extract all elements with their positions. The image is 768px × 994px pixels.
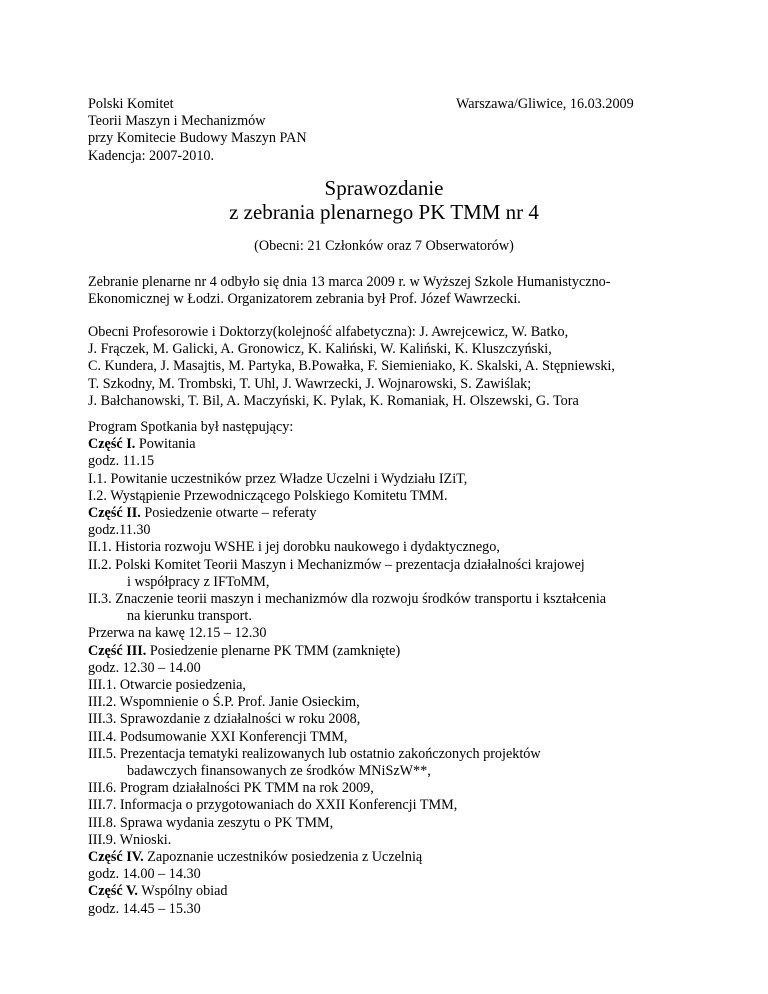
title-line-2: z zebrania plenarnego PK TMM nr 4 [229,200,539,224]
part-title: Wspólny obiad [137,883,228,900]
agenda-item: II.2. Polski Komitet Teorii Maszyn i Mechanizmów – prezentacja działalności krajowej [88,556,585,573]
time-line: godz. 12.30 – 14.00 [88,659,201,676]
part-heading [88,849,688,866]
agenda-item-continuation: badawczych finansowanych ze środków MNiSzW**, [127,763,431,780]
intro-paragraph [88,274,688,308]
paragraph-line: J. Bałchanowski, T. Bil, A. Maczyński, K. Pylak, K. Romaniak, H. Olszewski, G. Tora [88,392,579,409]
time-line: godz. 14.45 – 15.30 [88,900,201,917]
part-heading [88,436,688,453]
title-line-1: Sprawozdanie [324,176,444,200]
part-title: Posiedzenie otwarte – referaty [140,505,317,522]
time-line: godz. 14.00 – 14.30 [88,866,201,883]
paragraph-line: Zebranie plenarne nr 4 odbyło się dnia 13 marca 2009 r. w Wyższej Szkole Humanistyczno- [88,274,611,290]
agenda-item: I.2. Wystąpienie Przewodniczącego Polskiego Komitetu TMM. [88,487,448,504]
committee-line: Polski Komitet [88,96,174,112]
document-title [0,176,768,224]
part-heading [88,883,688,900]
part-title: Posiedzenie plenarne PK TMM (zamknięte) [146,642,401,659]
part-label: Część V. [88,883,138,900]
committee-header [88,96,307,165]
paragraph-line: Obecni Profesorowie i Doktorzy(kolejność alfabetyczna): J. Awrejcewicz, W. Batko, [88,324,569,340]
part-label: Część II. [88,505,141,522]
agenda-item: II.3. Znaczenie teorii maszyn i mechanizmów dla rozwoju środków transportu i kształcenia [88,591,607,608]
program-intro: Program Spotkania był następujący: [88,419,294,435]
paragraph-line: J. Frączek, M. Galicki, A. Gronowicz, K. Kaliński, W. Kaliński, K. Kluszczyński, [88,341,552,358]
time-line: godz. 11.15 [88,453,155,470]
agenda-item-continuation: i współpracy z IFToMM, [127,573,270,590]
committee-line: Kadencja: 2007-2010. [88,147,215,164]
committee-line: przy Komitecie Budowy Maszyn PAN [88,130,307,147]
paragraph-line: T. Szkodny, M. Trombski, T. Uhl, J. Wawrzecki, J. Wojnarowski, S. Zawiślak; [88,375,532,392]
part-label: Część IV. [88,849,144,866]
part-label: Część I. [88,436,136,453]
part-title: Zapoznanie uczestników posiedzenia z Uczelnią [143,849,423,866]
paragraph-line: C. Kundera, J. Masajtis, M. Partyka, B.Powałka, F. Siemieniako, K. Skalski, A. Stępniewski, [88,358,615,375]
committee-line: Teorii Maszyn i Mechanizmów [88,113,266,130]
part-heading [88,505,688,522]
paragraph-line: Ekonomicznej w Łodzi. Organizatorem zebrania był Prof. Józef Wawrzecki. [88,291,521,308]
agenda-item: III.2. Wspomnienie o Ś.P. Prof. Janie Osieckim, [88,694,360,711]
agenda-item: III.9. Wnioski. [88,831,172,848]
attendees-paragraph [88,324,688,410]
agenda-item: I.1. Powitanie uczestników przez Władze Uczelni i Wydziału IZiT, [88,470,468,487]
agenda-item: III.3. Sprawozdanie z działalności w roku 2008, [88,711,361,728]
agenda-item-continuation: na kierunku transport. [127,608,252,625]
agenda-item: III.6. Program działalności PK TMM na rok 2009, [88,780,374,797]
time-line: godz.11.30 [88,522,151,539]
agenda-item: III.7. Informacja o przygotowaniach do XXII Konferencji TMM, [88,797,458,814]
agenda-item: III.1. Otwarcie posiedzenia, [88,677,246,694]
part-heading [88,643,688,660]
agenda-item: III.5. Prezentacja tematyki realizowanych lub ostatnio zakończonych projektów [88,745,541,762]
coffee-break: Przerwa na kawę 12.15 – 12.30 [88,625,267,642]
meeting-program [88,419,688,918]
agenda-item: III.4. Podsumowanie XXI Konferencji TMM, [88,728,348,745]
agenda-item: III.8. Sprawa wydania zeszytu o PK TMM, [88,814,334,831]
place-date: Warszawa/Gliwice, 16.03.2009 [456,96,634,112]
attendance-note: (Obecni: 21 Członków oraz 7 Obserwatorów) [254,238,514,254]
agenda-item: II.1. Historia rozwoju WSHE i jej dorobku naukowego i dydaktycznego, [88,539,500,556]
part-title: Powitania [135,436,196,453]
part-label: Część III. [88,642,147,659]
